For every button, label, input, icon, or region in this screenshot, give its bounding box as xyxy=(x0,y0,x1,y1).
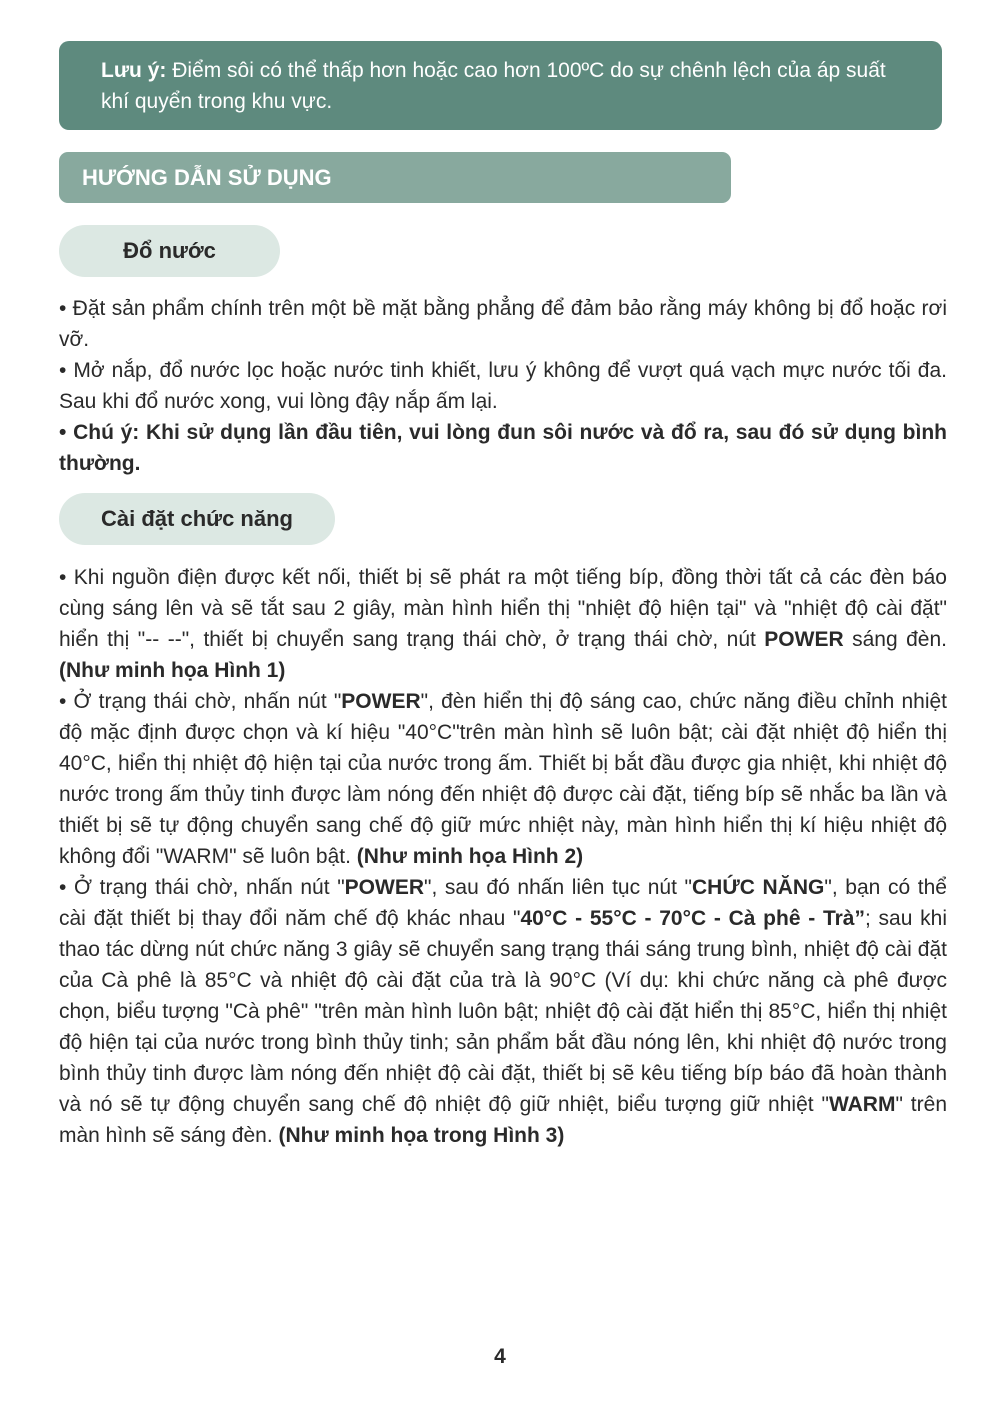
modes-list: 40°C - 55°C - 70°C - Cà phê - Trà” xyxy=(520,907,865,930)
settings-heading: Cài đặt chức năng xyxy=(59,493,335,545)
pour-water-bullet-1: • Đặt sản phẩm chính trên một bề mặt bằng phẳng để đảm bảo rằng máy không bị đổ hoặc rơi vỡ. xyxy=(59,297,947,351)
pour-water-heading: Đổ nước xyxy=(59,225,280,277)
settings-paragraph-2 xyxy=(59,686,947,872)
pour-water-instructions xyxy=(59,293,947,479)
settings-paragraph-3 xyxy=(59,872,947,1151)
settings-paragraph-1 xyxy=(59,562,947,686)
settings-p3-text-e: " trên màn hình sẽ sáng đèn. xyxy=(59,1093,947,1147)
power-keyword: POWER xyxy=(344,876,424,899)
settings-p3-text-d: ; sau khi thao tác dừng nút chức năng 3 giây sẽ chuyển sang trạng thái sáng trung bình, nhiệt độ cài đặt của Cà phê là 85°C và nhiệt độ cài đặt của trà là 90°C (Ví dụ: khi chức năng cà phê được chọn, biểu tượng "Cà phê" "trên màn hình luôn bật; nhiệt độ cài đặt hiển thị 85°C, hiển thị nhiệt độ hiện tại của nước trong bình thủy tinh; sản phẩm bắt đầu nóng lên, khi nhiệt độ nước trong bình thủy tinh được làm nóng đến nhiệt độ cài đặt, thiết bị sẽ kêu tiếng bíp báo đã hoàn thành và nó sẽ tự động chuyển sang chế độ nhiệt độ giữ nhiệt, biểu tượng giữ nhiệt " xyxy=(59,907,947,1116)
power-keyword: POWER xyxy=(341,690,421,713)
settings-p2-text-b: ", đèn hiển thị độ sáng cao, chức năng điều chỉnh nhiệt độ mặc định được chọn và kí hiệu "40°C"trên màn hình sẽ luôn bật; cài đặt nhiệt độ hiển thị 40°C, hiển thị nhiệt độ hiện tại của nước trong ấm. Thiết bị bắt đầu được gia nhiệt, khi nhiệt độ nước trong ấm thủy tinh được làm nóng đến nhiệt độ được cài đặt, tiếng bíp sẽ nhắc ba lần và thiết bị sẽ tự động chuyển sang chế độ giữ mức nhiệt này, màn hình hiển thị kí hiệu nhiệt độ không đổi "WARM" sẽ luôn bật. xyxy=(59,690,948,868)
pour-water-bullet-2: • Mở nắp, đổ nước lọc hoặc nước tinh khiết, lưu ý không để vượt quá vạch mực nước tối đa. Sau khi đổ nước xong, vui lòng đậy nắp ấm lại. xyxy=(59,359,947,413)
settings-p2-text-a: • Ở trạng thái chờ, nhấn nút " xyxy=(59,690,342,713)
settings-instructions xyxy=(59,562,947,1151)
note-box xyxy=(59,41,942,130)
section-title: HƯỚNG DẪN SỬ DỤNG xyxy=(59,152,731,203)
figure-2-reference: (Như minh họa Hình 2) xyxy=(356,845,584,868)
note-label: Lưu ý: xyxy=(101,59,167,82)
settings-p3-text-b: ", sau đó nhấn liên tục nút " xyxy=(424,876,692,899)
settings-p1-text-b: sáng đèn. xyxy=(843,628,947,651)
warm-keyword: WARM xyxy=(828,1093,896,1116)
figure-1-reference: (Như minh họa Hình 1) xyxy=(59,659,286,682)
page-number: 4 xyxy=(494,1345,506,1368)
figure-3-reference: (Như minh họa trong Hình 3) xyxy=(278,1124,565,1147)
power-keyword: POWER xyxy=(764,628,844,651)
settings-p3-text-c: ", bạn có thể cài đặt thiết bị thay đổi năm chế độ khác nhau " xyxy=(59,876,947,930)
pour-water-bullet-3: • Chú ý: Khi sử dụng lần đầu tiên, vui lòng đun sôi nước và đổ ra, sau đó sử dụng bình thường. xyxy=(59,421,947,475)
settings-p1-text-a: • Khi nguồn điện được kết nối, thiết bị sẽ phát ra một tiếng bíp, đồng thời tất cả các đèn báo cùng sáng lên và sẽ tắt sau 2 giây, màn hình hiển thị "nhiệt độ hiện tại" và "nhiệt độ cài đặt" hiển thị "-- --", thiết bị chuyển sang trạng thái chờ, ở trạng thái chờ, nút xyxy=(59,566,947,651)
function-keyword: CHỨC NĂNG xyxy=(692,876,825,899)
note-text: Điểm sôi có thể thấp hơn hoặc cao hơn 100ºC do sự chênh lệch của áp suất khí quyển trong khu vực. xyxy=(101,59,886,113)
settings-p3-text-a: • Ở trạng thái chờ, nhấn nút " xyxy=(59,876,345,899)
